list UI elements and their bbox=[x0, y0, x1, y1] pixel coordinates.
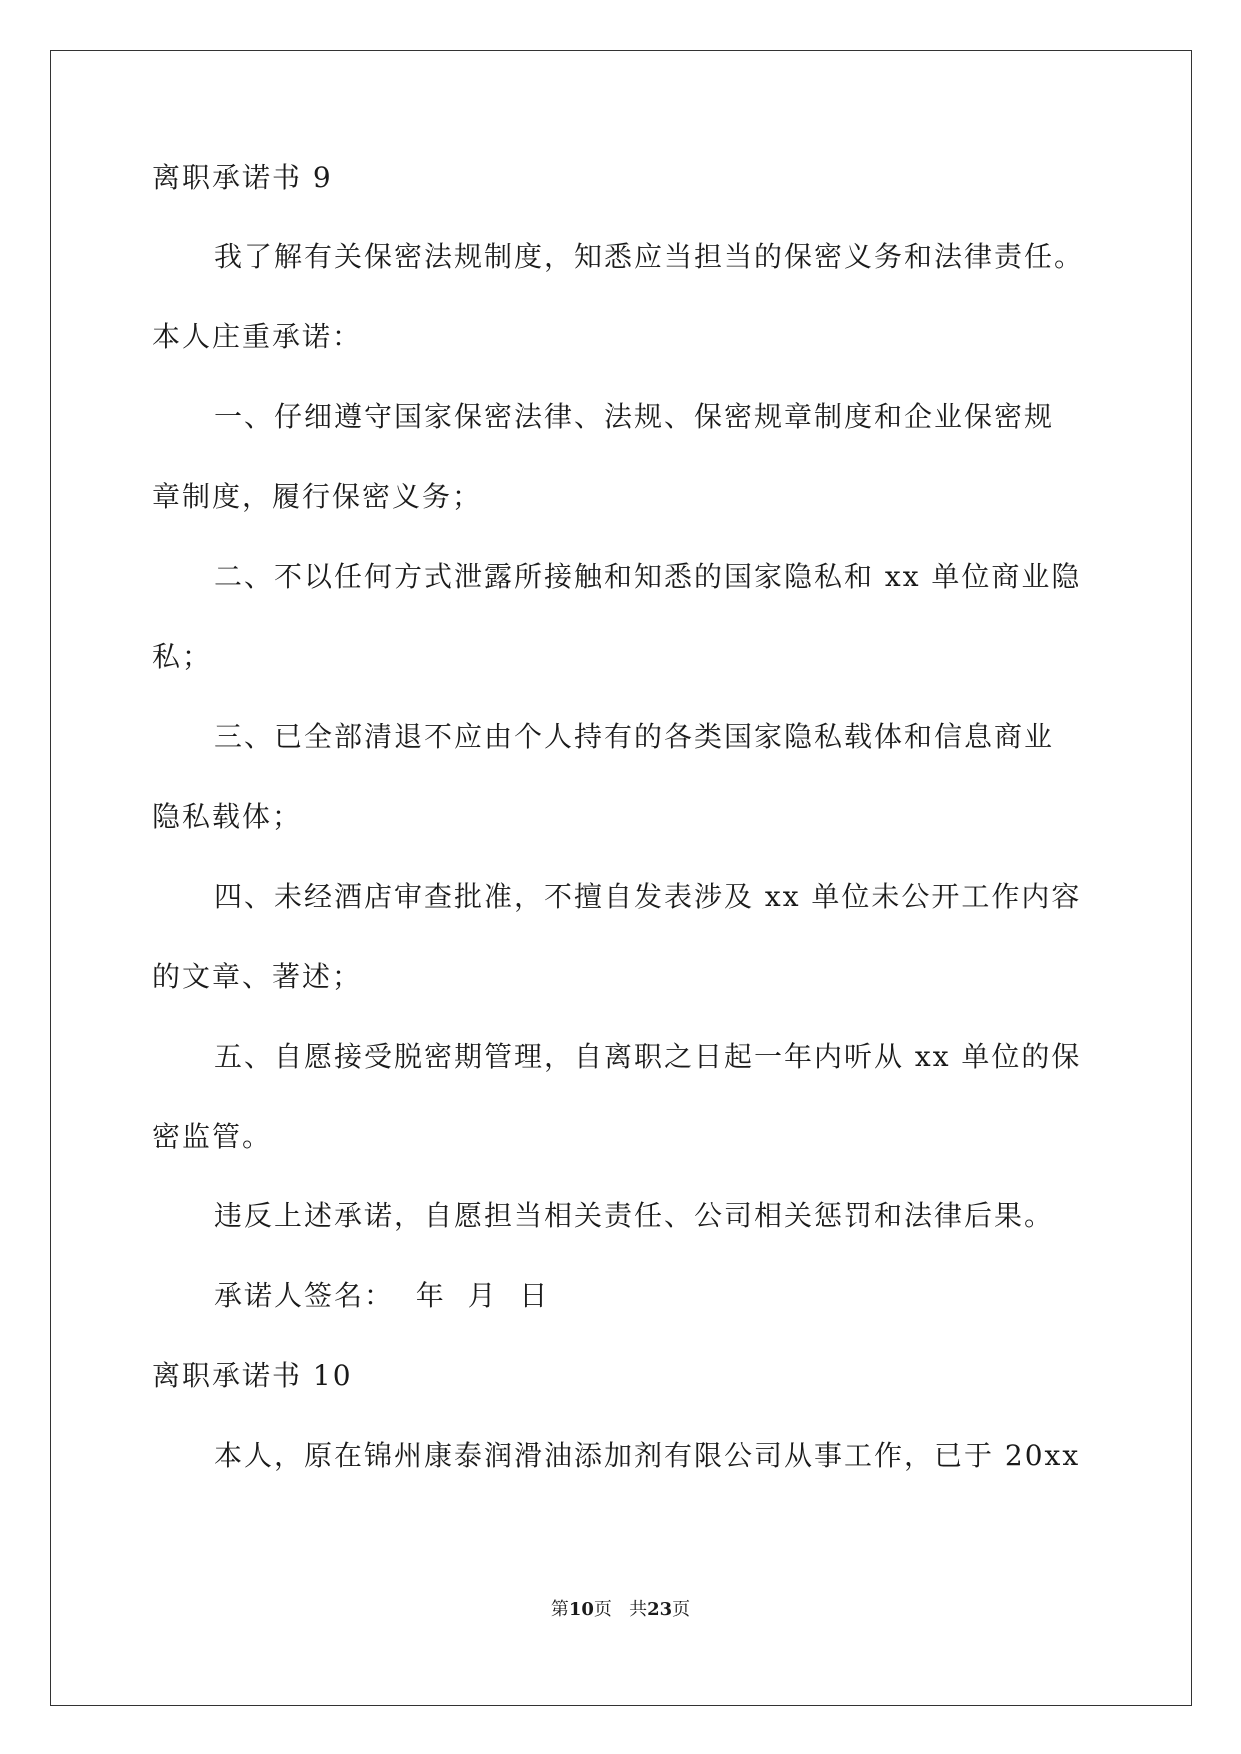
paragraph-line: 二、不以任何方式泄露所接触和知悉的国家隐私和 xx 单位商业隐 bbox=[214, 560, 1082, 593]
paragraph-line: 密监管。 bbox=[152, 1120, 273, 1153]
page-total: 23 bbox=[647, 1599, 673, 1620]
paragraph-line: 违反上述承诺，自愿担当相关责任、公司相关惩罚和法律后果。 bbox=[214, 1199, 1055, 1232]
paragraph-line: 章制度，履行保密义务； bbox=[152, 480, 483, 513]
signature-line: 承诺人签名： 年 月 日 bbox=[214, 1279, 550, 1312]
footer-suffix: 页 bbox=[672, 1599, 691, 1620]
paragraph-line: 一、仔细遵守国家保密法律、法规、保密规章制度和企业保密规 bbox=[214, 400, 1055, 433]
paragraph-line: 五、自愿接受脱密期管理，自离职之日起一年内听从 xx 单位的保 bbox=[214, 1040, 1082, 1073]
paragraph-line: 本人庄重承诺： bbox=[152, 320, 363, 353]
paragraph-line: 我了解有关保密法规制度，知悉应当担当的保密义务和法律责任。 bbox=[214, 240, 1085, 273]
heading-9: 离职承诺书 9 bbox=[152, 161, 333, 194]
page-current: 10 bbox=[568, 1599, 594, 1620]
paragraph-line: 三、已全部清退不应由个人持有的各类国家隐私载体和信息商业 bbox=[214, 720, 1055, 753]
paragraph-line: 隐私载体； bbox=[152, 800, 303, 833]
heading-10: 离职承诺书 10 bbox=[152, 1359, 353, 1392]
footer-mid: 页 共 bbox=[593, 1599, 648, 1620]
paragraph-line: 的文章、著述； bbox=[152, 960, 363, 993]
footer-prefix: 第 bbox=[550, 1599, 569, 1620]
page-footer bbox=[0, 1598, 1241, 1622]
paragraph-line: 私； bbox=[152, 640, 213, 673]
paragraph-line: 四、未经酒店审查批准，不擅自发表涉及 xx 单位未公开工作内容 bbox=[214, 880, 1082, 913]
paragraph-line: 本人，原在锦州康泰润滑油添加剂有限公司从事工作，已于 20xx bbox=[214, 1439, 1081, 1472]
